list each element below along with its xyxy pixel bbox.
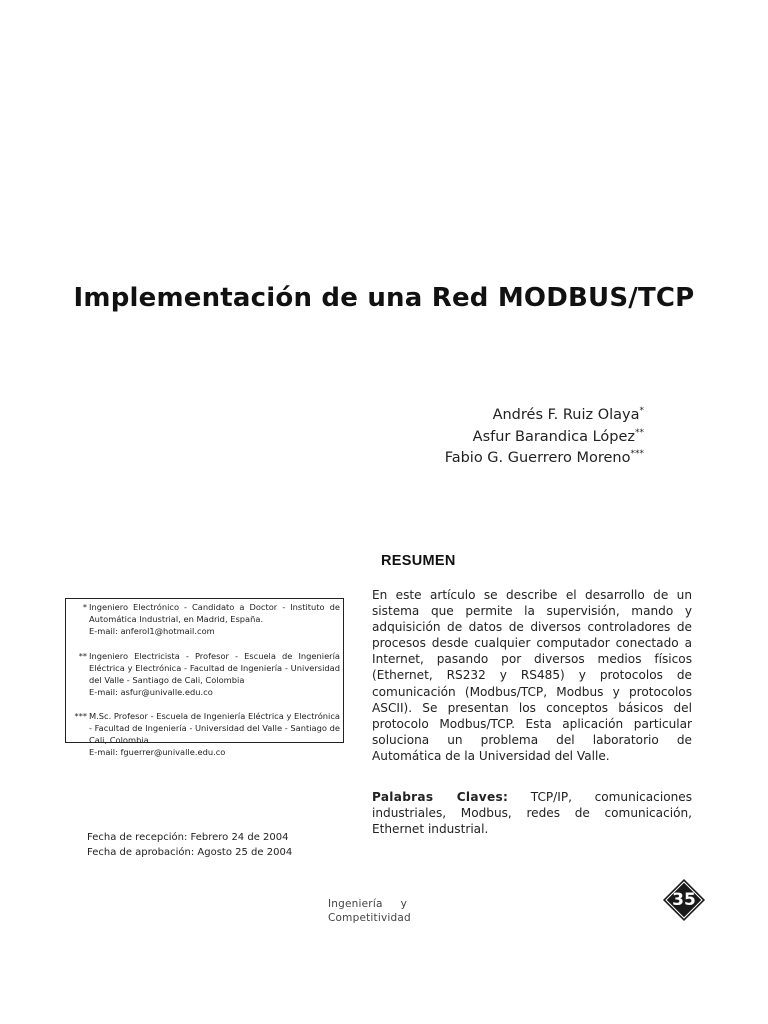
affiliation-mark: *** <box>74 711 87 721</box>
abstract-text: En este artículo se describe el desarrollo de un sistema que permite la supervisión, mando y adquisición de datos de diversos controladores de procesos desde cualquier computador conectado a Internet, pasando por diversos medios físicos (Ethernet, RS232 y RS485) y protocolos de comunicación (Modbus/TCP, Modbus y protocolos ASCII). Se presentan los conceptos básicos del protocolo Modbus/TCP. Esta aplicación particular soluciona un problema del laboratorio de Automática de la Universidad del Valle. <box>372 588 692 763</box>
author-mark: * <box>639 406 644 417</box>
author-name: Asfur Barandica López <box>472 428 635 445</box>
affiliation-3 <box>66 711 340 759</box>
author-3 <box>445 448 644 470</box>
author-list <box>445 405 644 470</box>
affiliation-email: E-mail: anferol1@hotmail.com <box>89 625 215 636</box>
journal-name <box>328 897 411 925</box>
received-date: Fecha de recepción: Febrero 24 de 2004 <box>87 832 289 843</box>
author-2 <box>445 427 644 449</box>
page-number: 35 <box>672 890 696 910</box>
affiliation-mark: * <box>82 602 87 612</box>
journal-name-line1: Ingeniería <box>328 898 383 910</box>
author-mark: *** <box>630 449 644 460</box>
journal-name-line2: Competitividad <box>328 912 411 924</box>
keywords <box>372 789 692 837</box>
affiliation-email: E-mail: fguerrer@univalle.edu.co <box>89 746 226 757</box>
publication-dates <box>87 830 292 860</box>
keywords-text: TCP/IP, comunicaciones industriales, Modbus, redes de comunicación, Ethernet industrial. <box>372 790 692 837</box>
author-name: Andrés F. Ruiz Olaya <box>492 407 640 423</box>
affiliation-1 <box>66 602 340 638</box>
affiliation-text: M.Sc. Profesor - Escuela de Ingeniería Eléctrica y Electrónica - Facultad de Ingeniería - Universidad del Valle - Santiago de Cali, Colombia. <box>89 711 340 745</box>
affiliation-text: Ingeniero Electrónico - Candidato a Doctor - Instituto de Automática Industrial, en Madrid, España. <box>89 602 340 624</box>
author-1 <box>445 405 644 427</box>
paper-title: Implementación de una Red MODBUS/TCP <box>73 283 695 313</box>
author-name: Fabio G. Guerrero Moreno <box>444 450 631 466</box>
approved-date: Fecha de aprobación: Agosto 25 de 2004 <box>87 847 293 858</box>
affiliation-email: E-mail: asfur@univalle.edu.co <box>89 686 213 697</box>
affiliations-box <box>65 598 344 757</box>
author-mark: ** <box>635 427 644 438</box>
affiliation-text: Ingeniero Electricista - Profesor - Escuela de Ingeniería Eléctrica y Electrónica - Facultad de Ingeniería - Universidad del Valle - Santiago de Cali, Colombia <box>89 651 340 685</box>
journal-name-conjunction: y <box>400 898 407 910</box>
abstract-heading: RESUMEN <box>381 553 456 569</box>
affiliation-mark: ** <box>78 651 87 661</box>
keywords-label: Palabras Claves: <box>372 790 509 804</box>
affiliation-2 <box>66 651 340 699</box>
